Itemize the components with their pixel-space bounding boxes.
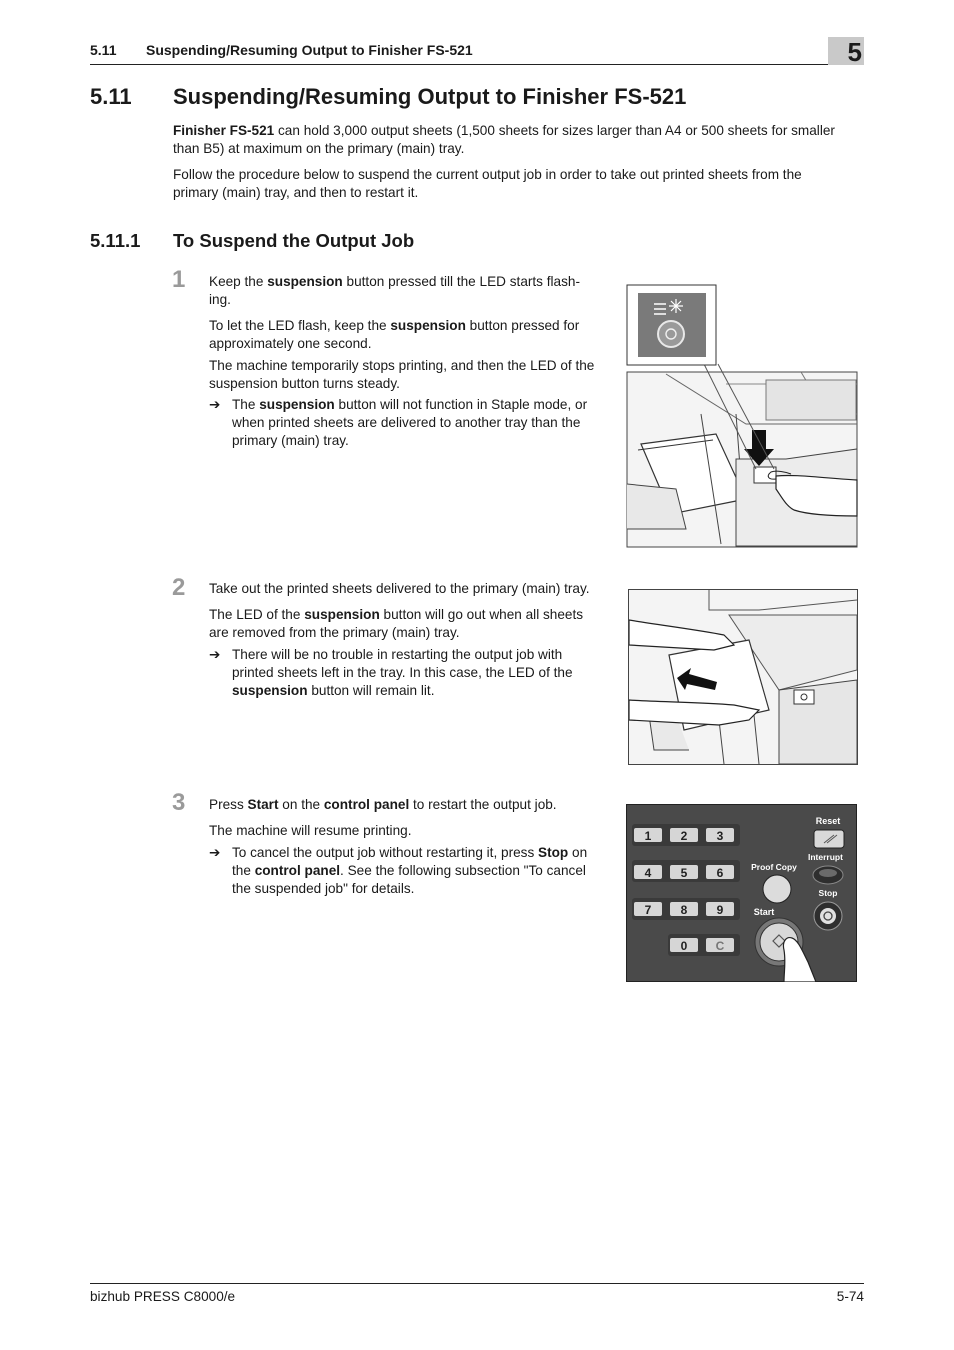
proof-copy-label: Proof Copy xyxy=(751,862,797,872)
start-label: Start xyxy=(753,907,775,917)
s3-main-e: to restart the output job. xyxy=(409,797,557,812)
s3-an-f: . See the following subsection "To cancel xyxy=(340,862,586,878)
s3-an-a: To cancel the output job without restarting it, press xyxy=(232,845,539,860)
s1-main-d: ing. xyxy=(209,291,231,307)
step-1-note-1 xyxy=(209,317,613,353)
s1-n1-a: To let the LED flash, keep the xyxy=(209,318,391,333)
s2-n1-d: are removed from the primary (main) tray. xyxy=(209,624,460,640)
step-2-arrow-note xyxy=(209,646,613,699)
stop-label: Stop xyxy=(818,888,838,898)
step-3-note-1: The machine will resume printing. xyxy=(209,823,412,838)
intro1-line2: than B5) at maximum on the primary (main) tray. xyxy=(173,140,465,156)
proof-copy-button[interactable] xyxy=(763,875,791,903)
reset-label: Reset xyxy=(815,816,841,826)
key-6[interactable]: 6 xyxy=(716,866,724,880)
s1-n1-b: suspension xyxy=(390,318,466,333)
footer-product: bizhub PRESS C8000/e xyxy=(90,1289,236,1304)
s1-n2-l1: The machine temporarily stops printing, and then the LED of the xyxy=(209,358,595,373)
s3-main-c: on the xyxy=(278,797,324,812)
s1-main-a: Keep the xyxy=(209,274,268,289)
s3-an-g: the suspended job" for details. xyxy=(232,880,415,896)
figure-removing-sheets xyxy=(628,589,858,765)
key-clear[interactable]: C xyxy=(715,939,725,953)
s2-an-b: suspension xyxy=(232,682,308,698)
s1-n1-d: approximately one second. xyxy=(209,335,372,351)
s1-main-c: button pressed till the LED starts flash- xyxy=(342,274,580,289)
header-section-title: Suspending/Resuming Output to Finisher FS-521 xyxy=(146,42,473,58)
key-3[interactable]: 3 xyxy=(716,829,724,843)
s2-an-c: button will remain lit. xyxy=(307,682,435,698)
chapter-badge: 5 xyxy=(828,37,864,65)
s2-an-l1: There will be no trouble in restarting the output job with xyxy=(232,647,563,662)
s1-n2-l2: suspension button turns steady. xyxy=(209,375,400,391)
section-heading xyxy=(90,84,686,110)
stop-icon xyxy=(820,908,836,924)
intro1-line1: can hold 3,000 output sheets (1,500 sheets for sizes larger than A4 or 500 sheets for smaller xyxy=(274,123,835,138)
s1-an-b: suspension xyxy=(259,397,335,412)
arrow-icon: ➔ xyxy=(209,397,221,412)
footer-page-number: 5-74 xyxy=(836,1289,864,1304)
header-rule xyxy=(90,64,864,65)
s3-an-d: the xyxy=(232,862,255,878)
s3-main-a: Press xyxy=(209,797,248,812)
s1-n1-c: button pressed for xyxy=(465,318,580,333)
s1-an-e: primary (main) tray. xyxy=(232,432,349,448)
step-2-note-1 xyxy=(209,606,613,642)
intro2-line1: Follow the procedure below to suspend the current output job in order to take out printed sheets from the xyxy=(173,167,802,182)
step-1-arrow-note xyxy=(209,396,613,449)
key-4[interactable]: 4 xyxy=(644,866,652,880)
key-8[interactable]: 8 xyxy=(680,903,688,917)
interrupt-label: Interrupt xyxy=(808,852,843,862)
s2-an-l2: printed sheets left in the tray. In this case, the LED of the xyxy=(232,664,573,680)
arrow-icon: ➔ xyxy=(209,647,221,662)
s2-n1-c: button will go out when all sheets xyxy=(379,607,584,622)
s3-main-b: Start xyxy=(247,797,279,812)
key-2[interactable]: 2 xyxy=(680,829,688,843)
step-3-arrow-note xyxy=(209,844,613,897)
s1-an-d: when printed sheets are delivered to another tray than the xyxy=(232,414,581,430)
footer-rule xyxy=(90,1283,864,1284)
subsection-heading xyxy=(90,230,414,252)
subsection-number: 5.11.1 xyxy=(90,230,141,251)
key-1[interactable]: 1 xyxy=(644,829,652,843)
key-5[interactable]: 5 xyxy=(680,866,688,880)
running-header xyxy=(90,42,473,58)
section-title: Suspending/Resuming Output to Finisher FS-521 xyxy=(173,84,687,109)
s3-an-e: control panel xyxy=(254,862,341,878)
header-section-number: 5.11 xyxy=(90,42,117,58)
subsection-title: To Suspend the Output Job xyxy=(173,230,415,251)
step-3-instruction xyxy=(209,796,629,814)
step-number: 1 xyxy=(172,266,186,293)
step-1-instruction xyxy=(209,273,613,309)
intro-bold-term: Finisher FS-521 xyxy=(173,123,275,138)
intro-paragraph-1 xyxy=(173,122,865,157)
s3-an-b: Stop xyxy=(538,845,569,860)
s1-main-b: suspension xyxy=(267,274,343,289)
s1-an-a: The xyxy=(232,397,260,412)
step-1-note-2 xyxy=(209,357,613,393)
step-number: 3 xyxy=(172,789,186,816)
intro-paragraph-2 xyxy=(173,166,865,201)
s2-n1-a: The LED of the xyxy=(209,607,305,622)
s3-main-d: control panel xyxy=(323,797,410,812)
key-7[interactable]: 7 xyxy=(644,903,652,917)
figure-suspension-button xyxy=(626,284,858,548)
s3-an-c: on xyxy=(568,845,588,860)
s2-n1-b: suspension xyxy=(304,607,380,622)
section-number: 5.11 xyxy=(90,84,132,109)
intro2-line2: primary (main) tray, and then to restart it. xyxy=(173,184,419,200)
key-9[interactable]: 9 xyxy=(716,903,724,917)
key-0[interactable]: 0 xyxy=(680,939,688,953)
s1-an-c: button will not function in Staple mode, or xyxy=(334,397,588,412)
figure-control-panel xyxy=(626,804,857,982)
step-2-instruction: Take out the printed sheets delivered to the primary (main) tray. xyxy=(209,581,590,596)
arrow-icon: ➔ xyxy=(209,845,221,860)
step-number: 2 xyxy=(172,574,186,601)
